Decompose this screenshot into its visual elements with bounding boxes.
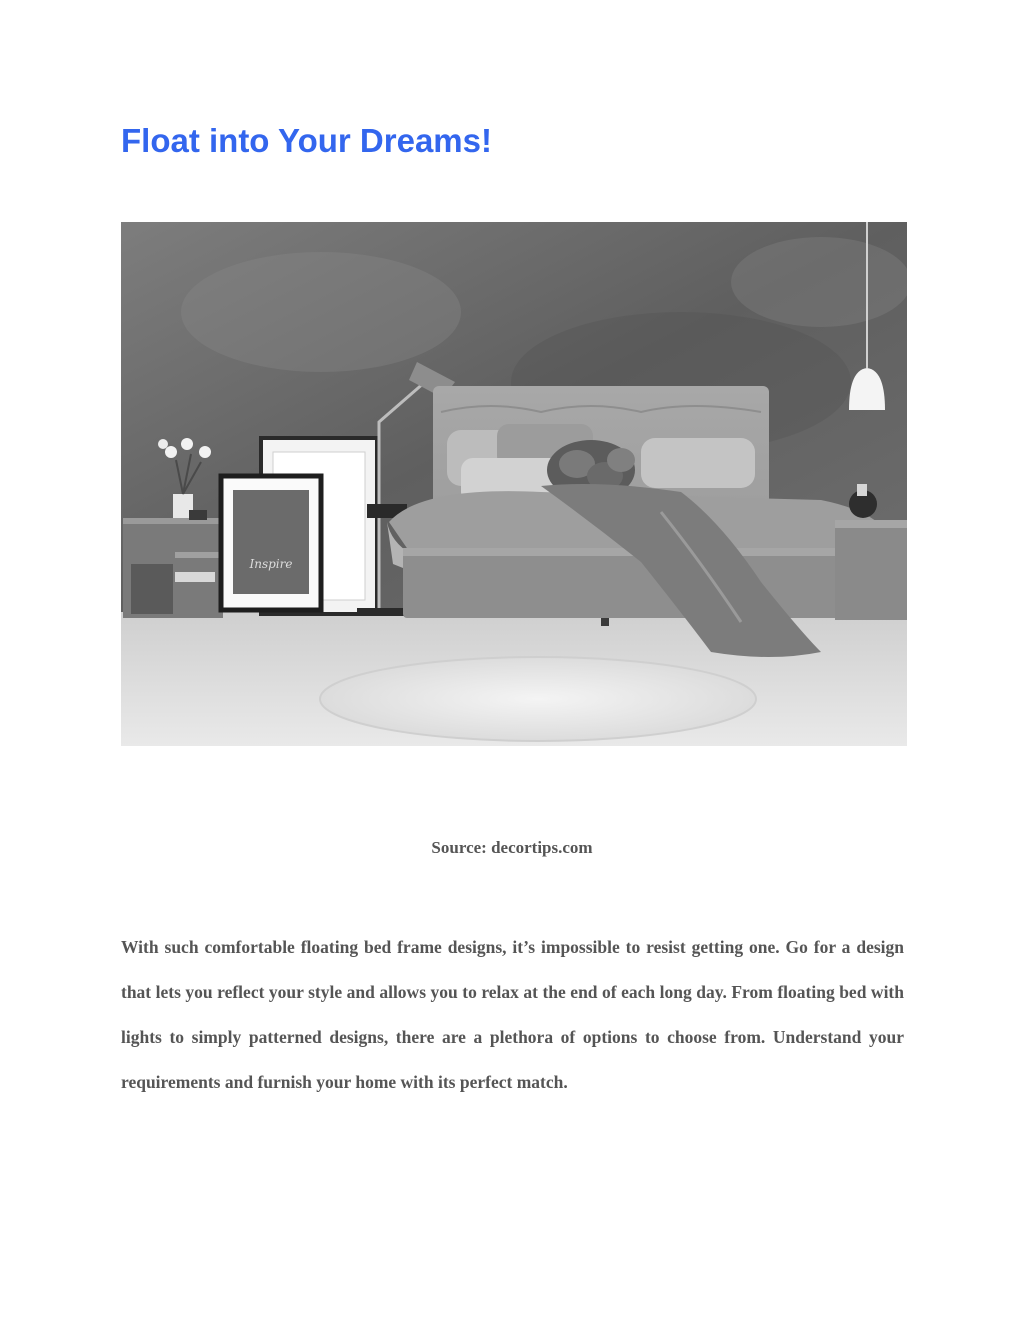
camera bbox=[189, 510, 207, 520]
image-source-caption: Source: decortips.com bbox=[431, 838, 593, 857]
side-shelf bbox=[123, 518, 223, 618]
bedroom-photo bbox=[121, 222, 907, 746]
article-paragraph: With such comfortable floating bed frame designs, it’s impossible to resist getting one. Go for a design that lets you reflect your style and allows you to relax at the end of each long day. From floating bed with lights to simply patterned designs, there are a plethora of options to choose from. Understand your requirements and furnish your home with its perfect match. bbox=[121, 937, 904, 1092]
poster-text: Inspire bbox=[249, 557, 293, 571]
bedroom-photo-illustration bbox=[121, 222, 907, 746]
picture-frame-poster bbox=[221, 476, 321, 610]
round-rug bbox=[320, 657, 756, 741]
page-title: Float into Your Dreams! bbox=[121, 122, 492, 159]
